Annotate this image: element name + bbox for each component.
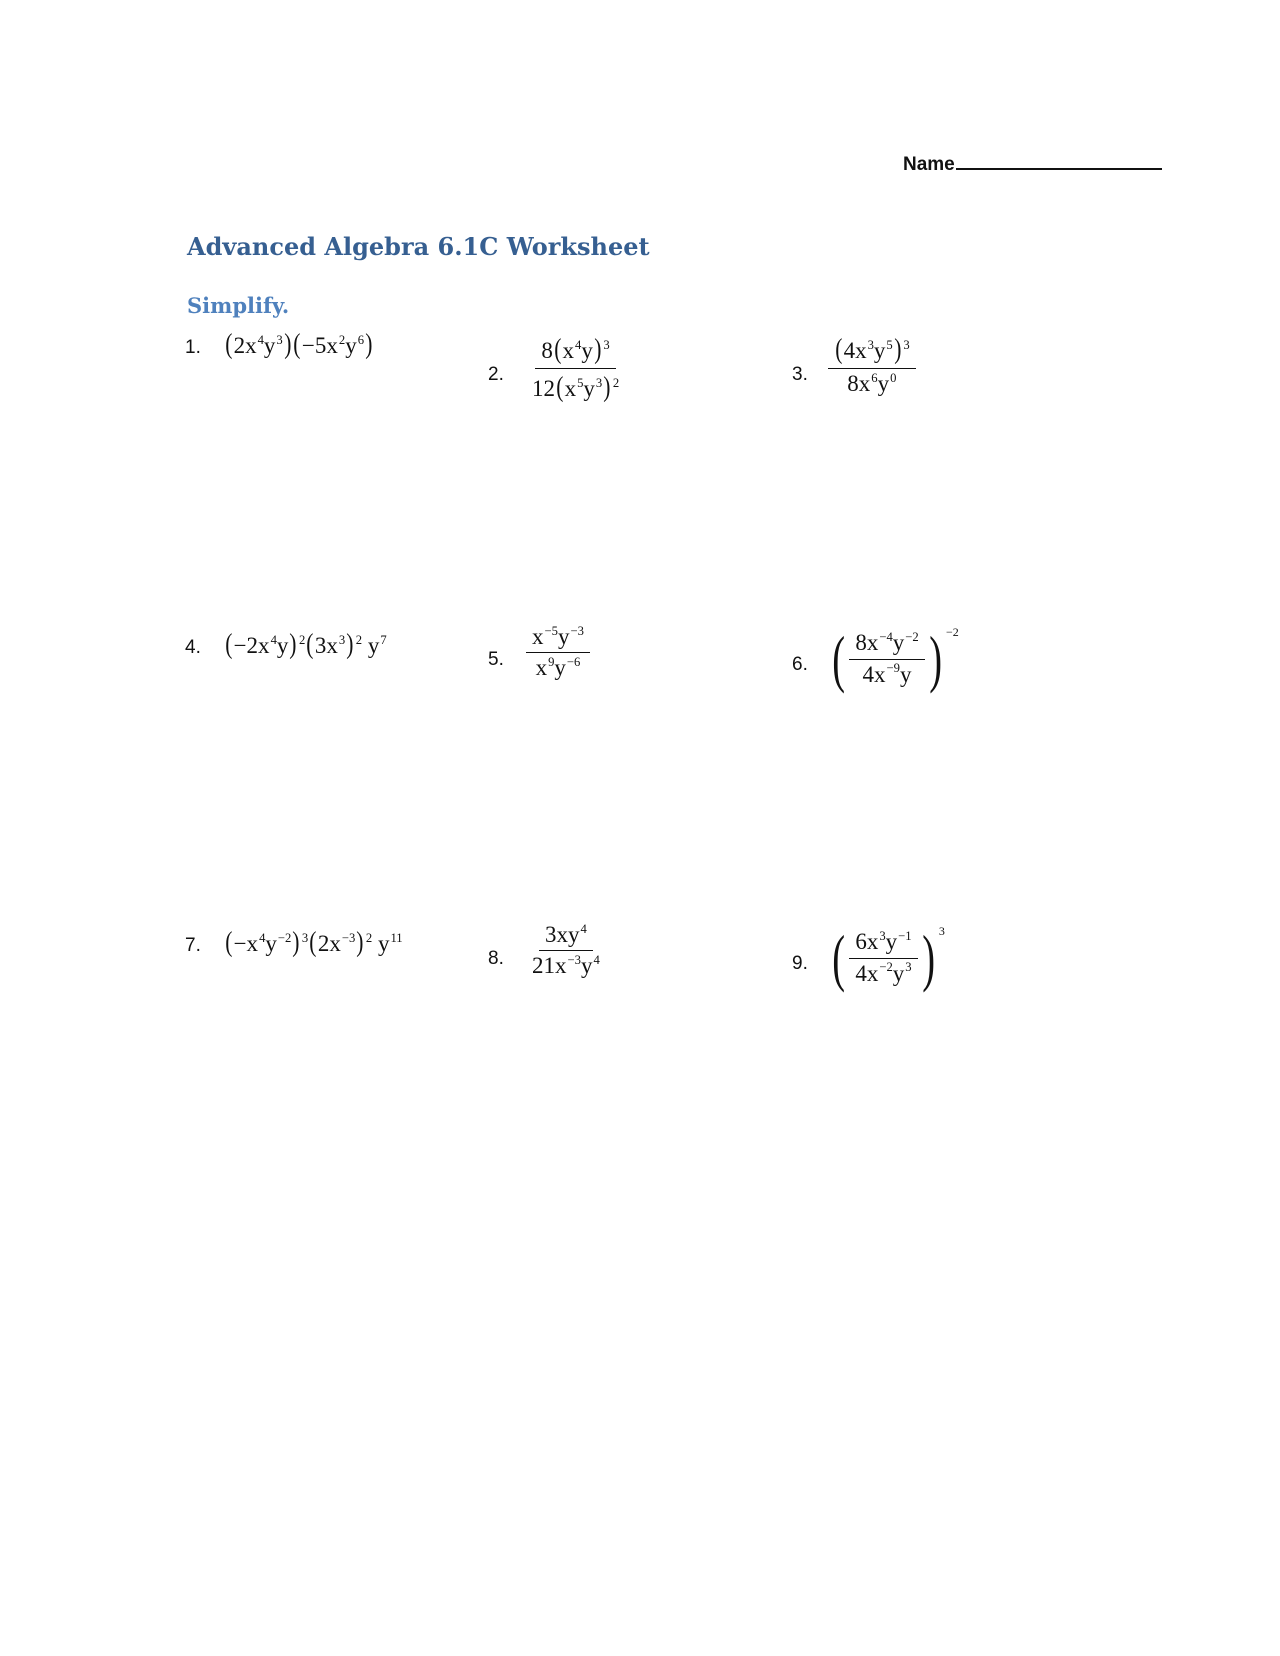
problem-6-expression: ( $\frac{8x^{-4}y^{-2}}{4x^{-9}y}$ ) −2: [832, 623, 959, 694]
problem-3-expression: $\frac{(4x^3y^5) ^3}{8x^6y^0}$: [828, 333, 916, 398]
name-label: Name: [903, 154, 955, 175]
problem-number-1: 1.: [185, 337, 201, 358]
problem-4-expression: $(-2x^4y)$ $^2(3x^3)$ $^2$ $y^7$: [225, 628, 387, 660]
problem-number-9: 9.: [792, 953, 808, 974]
problem-7-expression: $(-x^4y^{-2})$ $^3(2x^{-3})$ $^2$ $y^{11}$: [225, 926, 403, 958]
problem-8-expression: $\frac{3xy^4}{21x^{-3}y^4}$: [532, 921, 600, 979]
name-blank-line[interactable]: [956, 152, 1162, 170]
problem-number-7: 7.: [185, 935, 201, 956]
problem-number-5: 5.: [488, 649, 504, 670]
name-field[interactable]: [903, 152, 1162, 176]
problem-5-expression: $\frac{x^{-5}y^{-3}}{x^9y^{-6}}$: [526, 624, 590, 682]
problem-number-4: 4.: [185, 637, 201, 658]
problem-number-2: 2.: [488, 364, 504, 385]
problem-number-3: 3.: [792, 364, 808, 385]
problem-2-expression: $\frac{8(x^4y) ^3}{12(x^5y^3) ^2}$: [532, 333, 620, 404]
instruction-heading: Simplify.: [187, 293, 290, 318]
problem-number-8: 8.: [488, 948, 504, 969]
problem-9-expression: ( $\frac{6x^3y^{-1}}{4x^{-2}y^3}$ ) 3: [832, 922, 945, 993]
worksheet-title: Advanced Algebra 6.1C Worksheet: [187, 232, 650, 261]
problem-1-expression: $(2x^4y^3)(-5x^2y^6)$: [225, 328, 373, 360]
problem-number-6: 6.: [792, 654, 808, 675]
